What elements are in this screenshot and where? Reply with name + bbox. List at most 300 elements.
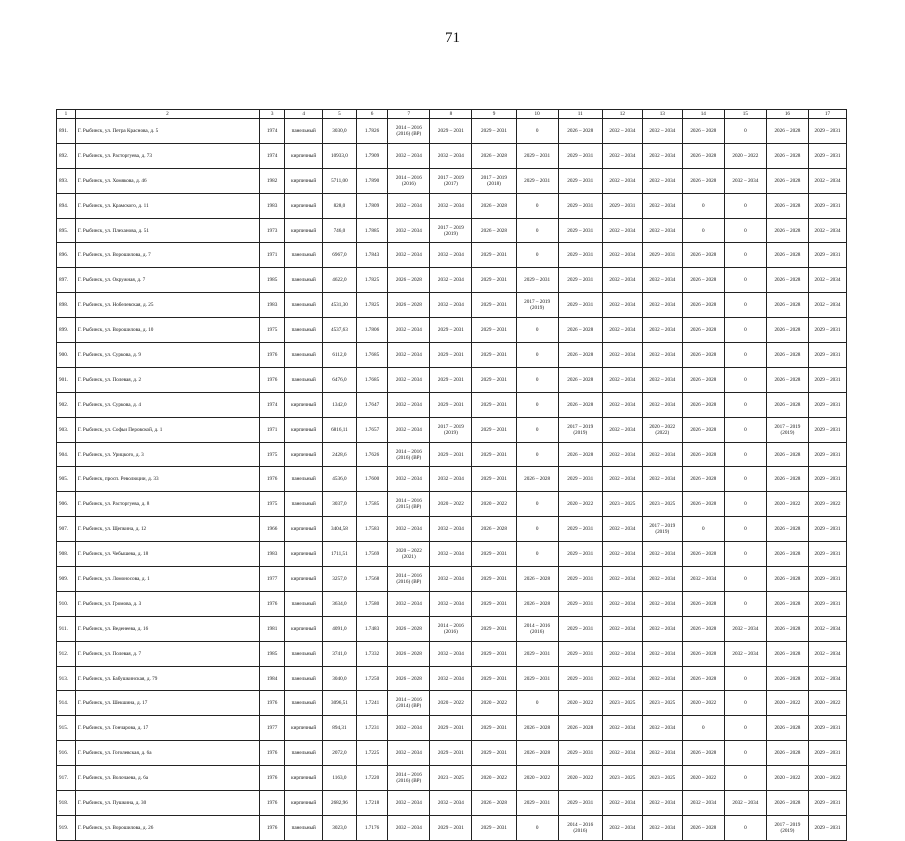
address-cell: Г. Рыбинск, ул. Хомякова, д. 46: [75, 168, 259, 193]
table-cell: 1976: [260, 367, 285, 392]
row-number-cell: 913.: [57, 666, 76, 691]
table-cell: 2023 – 2025: [642, 492, 682, 517]
table-cell: 0: [724, 119, 766, 144]
table-row: [57, 591, 847, 616]
row-number-cell: 893.: [57, 168, 76, 193]
table-cell: панельный: [285, 243, 323, 268]
table-cell: 0: [516, 442, 558, 467]
table-cell: 0: [724, 293, 766, 318]
table-cell: 2020 – 2022: [682, 766, 724, 791]
table-cell: 2026 – 2028: [472, 143, 516, 168]
row-number-cell: 916.: [57, 741, 76, 766]
table-cell: 0: [724, 691, 766, 716]
table-cell: 2029 – 2031: [808, 193, 846, 218]
table-cell: 2026 – 2028: [766, 616, 808, 641]
row-number-cell: 919.: [57, 815, 76, 840]
column-header: 11: [558, 110, 602, 119]
table-cell: 6476,0: [323, 367, 357, 392]
table-cell: 2026 – 2028: [766, 442, 808, 467]
table-cell: 1.7890: [356, 168, 388, 193]
table-cell: 2020 – 2022: [724, 143, 766, 168]
row-number-cell: 911.: [57, 616, 76, 641]
table-cell: 2014 – 2016 (2014) (ВР): [388, 691, 430, 716]
table-row: [57, 492, 847, 517]
table-cell: 1983: [260, 293, 285, 318]
table-cell: 2032 – 2034: [642, 442, 682, 467]
table-cell: 2029 – 2031: [558, 168, 602, 193]
table-cell: 2032 – 2034: [642, 467, 682, 492]
table-cell: 2029 – 2031: [472, 641, 516, 666]
row-number-cell: 902.: [57, 392, 76, 417]
table-cell: 2032 – 2034: [724, 616, 766, 641]
table-cell: 1976: [260, 467, 285, 492]
table-row: [57, 567, 847, 592]
column-header: 14: [682, 110, 724, 119]
table-cell: 2026 – 2028: [682, 268, 724, 293]
table-cell: 2032 – 2034: [388, 716, 430, 741]
table-cell: 894,31: [323, 716, 357, 741]
table-cell: 1974: [260, 392, 285, 417]
table-cell: 2032 – 2034: [602, 467, 642, 492]
table-cell: 2026 – 2028: [766, 318, 808, 343]
table-cell: 0: [724, 542, 766, 567]
table-cell: 2032 – 2034: [388, 517, 430, 542]
table-cell: 0: [516, 542, 558, 567]
table-cell: 2032 – 2034: [602, 243, 642, 268]
table-cell: 2029 – 2031: [472, 567, 516, 592]
column-header: 6: [356, 110, 388, 119]
table-cell: 2026 – 2028: [766, 716, 808, 741]
table-cell: 2032 – 2034: [388, 791, 430, 816]
table-cell: 2026 – 2028: [682, 119, 724, 144]
table-cell: 2029 – 2031: [516, 168, 558, 193]
table-cell: 2029 – 2031: [808, 343, 846, 368]
table-cell: 2026 – 2028: [558, 318, 602, 343]
table-row: [57, 392, 847, 417]
table-cell: 2026 – 2028: [766, 542, 808, 567]
table-cell: 4091,0: [323, 616, 357, 641]
table-row: [57, 268, 847, 293]
table-cell: 1985: [260, 641, 285, 666]
table-cell: 2029 – 2031: [472, 417, 516, 442]
table-cell: 3257,0: [323, 567, 357, 592]
table-cell: кирпичный: [285, 567, 323, 592]
table-cell: 2032 – 2034: [642, 791, 682, 816]
row-number-cell: 894.: [57, 193, 76, 218]
table-cell: 3634,0: [323, 591, 357, 616]
table-cell: 2428,6: [323, 442, 357, 467]
table-cell: 2029 – 2022: [808, 492, 846, 517]
table-cell: 0: [516, 343, 558, 368]
table-cell: 2032 – 2034: [642, 367, 682, 392]
table-row: [57, 143, 847, 168]
table-cell: 2029 – 2031: [808, 417, 846, 442]
table-cell: 2014 – 2016 (2016): [558, 815, 602, 840]
table-cell: 2014 – 2016 (2016) (ВР): [388, 766, 430, 791]
table-cell: 0: [724, 716, 766, 741]
housing-repair-schedule-table: [56, 109, 847, 841]
table-cell: 2020 – 2022: [472, 492, 516, 517]
table-cell: 2029 – 2031: [558, 791, 602, 816]
row-number-cell: 892.: [57, 143, 76, 168]
column-header: 8: [430, 110, 472, 119]
table-cell: 2026 – 2028: [766, 293, 808, 318]
table-cell: 2032 – 2034: [808, 641, 846, 666]
table-cell: 2026 – 2028: [682, 591, 724, 616]
table-cell: 2017 – 2019 (2019): [516, 293, 558, 318]
table-cell: 4537,63: [323, 318, 357, 343]
table-cell: 2029 – 2031: [472, 741, 516, 766]
table-cell: 2029 – 2031: [516, 641, 558, 666]
table-cell: 2032 – 2034: [388, 343, 430, 368]
table-cell: 0: [516, 218, 558, 243]
table-row: [57, 367, 847, 392]
table-cell: 2032 – 2034: [430, 791, 472, 816]
table-cell: 2029 – 2031: [516, 268, 558, 293]
table-row: [57, 542, 847, 567]
table-cell: 0: [682, 716, 724, 741]
table-cell: 1983: [260, 193, 285, 218]
row-number-cell: 895.: [57, 218, 76, 243]
table-cell: 2029 – 2031: [808, 392, 846, 417]
table-cell: 2029 – 2031: [558, 641, 602, 666]
table-cell: 0: [724, 591, 766, 616]
table-cell: 2032 – 2034: [430, 243, 472, 268]
table-cell: 2032 – 2034: [430, 517, 472, 542]
table-cell: 2032 – 2034: [430, 567, 472, 592]
table-cell: 2026 – 2028: [766, 791, 808, 816]
table-cell: кирпичный: [285, 517, 323, 542]
table-cell: 6967,0: [323, 243, 357, 268]
table-cell: 2026 – 2028: [682, 168, 724, 193]
table-cell: 2032 – 2034: [642, 666, 682, 691]
table-cell: 0: [724, 243, 766, 268]
table-cell: 2032 – 2034: [602, 392, 642, 417]
table-cell: 2032 – 2034: [724, 791, 766, 816]
table-cell: 2032 – 2034: [388, 318, 430, 343]
table-row: [57, 343, 847, 368]
table-cell: 0: [516, 119, 558, 144]
table-cell: 746,0: [323, 218, 357, 243]
column-header: 13: [642, 110, 682, 119]
table-cell: 2026 – 2028: [472, 193, 516, 218]
table-row: [57, 168, 847, 193]
table-cell: 2026 – 2028: [766, 567, 808, 592]
table-cell: 2017 – 2019 (2019): [766, 815, 808, 840]
table-cell: 1976: [260, 591, 285, 616]
table-cell: 1971: [260, 417, 285, 442]
table-cell: 2020 – 2022: [472, 766, 516, 791]
table-cell: 2029 – 2031: [558, 567, 602, 592]
table-cell: 2029 – 2031: [808, 741, 846, 766]
table-cell: 2032 – 2034: [388, 243, 430, 268]
table-cell: 1.7241: [356, 691, 388, 716]
table-cell: 2026 – 2028: [558, 716, 602, 741]
column-header: 5: [323, 110, 357, 119]
table-cell: 2026 – 2028: [388, 666, 430, 691]
table-cell: 2029 – 2031: [430, 741, 472, 766]
table-cell: панельный: [285, 343, 323, 368]
table-cell: 2014 – 2016 (2016) (ВР): [388, 442, 430, 467]
column-header: 17: [808, 110, 846, 119]
table-cell: 2029 – 2031: [558, 591, 602, 616]
table-cell: 2026 – 2028: [766, 168, 808, 193]
table-cell: 2023 – 2025: [642, 691, 682, 716]
table-cell: 0: [724, 392, 766, 417]
table-cell: 2032 – 2034: [602, 168, 642, 193]
table-cell: 1.7909: [356, 143, 388, 168]
table-cell: 1.7843: [356, 243, 388, 268]
table-row: [57, 293, 847, 318]
row-number-cell: 891.: [57, 119, 76, 144]
table-cell: 2026 – 2028: [766, 143, 808, 168]
table-cell: 2032 – 2034: [430, 143, 472, 168]
table-cell: 1973: [260, 218, 285, 243]
table-cell: 2029 – 2031: [472, 318, 516, 343]
table-cell: 2029 – 2031: [808, 367, 846, 392]
table-cell: 2029 – 2031: [602, 193, 642, 218]
table-cell: 2026 – 2028: [766, 392, 808, 417]
column-number-header-row: [57, 110, 847, 119]
table-cell: 3096,51: [323, 691, 357, 716]
table-cell: 1983: [260, 542, 285, 567]
table-cell: 3037,0: [323, 492, 357, 517]
table-cell: 2032 – 2034: [642, 542, 682, 567]
address-cell: Г. Рыбинск, ул. Крамского, д. 11: [75, 193, 259, 218]
table-cell: 2029 – 2031: [808, 591, 846, 616]
table-cell: 2032 – 2034: [388, 467, 430, 492]
table-cell: 0: [516, 193, 558, 218]
table-cell: 2032 – 2034: [602, 218, 642, 243]
table-cell: 2026 – 2028: [682, 666, 724, 691]
table-cell: 1.7218: [356, 791, 388, 816]
table-cell: кирпичный: [285, 417, 323, 442]
address-cell: Г. Рыбинск, ул. Софьи Перовской, д. 1: [75, 417, 259, 442]
address-cell: Г. Рыбинск, ул. Гоголевская, д. 6а: [75, 741, 259, 766]
table-cell: 0: [724, 318, 766, 343]
table-cell: 2029 – 2031: [472, 293, 516, 318]
table-cell: 2032 – 2034: [808, 218, 846, 243]
table-cell: 2032 – 2034: [642, 218, 682, 243]
table-cell: 2032 – 2034: [642, 119, 682, 144]
table-cell: 1163,0: [323, 766, 357, 791]
table-cell: 2029 – 2031: [558, 616, 602, 641]
table-cell: 2029 – 2031: [516, 143, 558, 168]
table-cell: 2032 – 2034: [388, 741, 430, 766]
table-cell: 2026 – 2028: [558, 119, 602, 144]
address-cell: Г. Рыбинск, просп. Революции, д. 33: [75, 467, 259, 492]
table-cell: 2032 – 2034: [388, 417, 430, 442]
table-cell: 1711,51: [323, 542, 357, 567]
table-cell: панельный: [285, 815, 323, 840]
table-cell: 2026 – 2028: [766, 243, 808, 268]
table-cell: 2020 – 2022: [558, 492, 602, 517]
row-number-cell: 900.: [57, 343, 76, 368]
row-number-cell: 915.: [57, 716, 76, 741]
table-cell: 1.7220: [356, 766, 388, 791]
row-number-cell: 898.: [57, 293, 76, 318]
table-row: [57, 467, 847, 492]
table-cell: 2032 – 2034: [724, 641, 766, 666]
column-header: 12: [602, 110, 642, 119]
address-cell: Г. Рыбинск, ул. Плеханова, д. 51: [75, 218, 259, 243]
table-cell: панельный: [285, 492, 323, 517]
table-cell: 2026 – 2028: [388, 293, 430, 318]
table-cell: панельный: [285, 467, 323, 492]
address-cell: Г. Рыбинск, ул. Чебышева, д. 18: [75, 542, 259, 567]
table-cell: 2017 – 2019 (2019): [430, 218, 472, 243]
row-number-cell: 901.: [57, 367, 76, 392]
table-cell: 0: [682, 517, 724, 542]
table-cell: 2032 – 2034: [388, 143, 430, 168]
table-row: [57, 218, 847, 243]
table-cell: 2032 – 2034: [602, 442, 642, 467]
table-cell: 2029 – 2031: [808, 716, 846, 741]
table-cell: 0: [516, 492, 558, 517]
table-cell: 2020 – 2022: [766, 766, 808, 791]
table-cell: 2026 – 2028: [682, 343, 724, 368]
table-cell: 2032 – 2034: [642, 318, 682, 343]
table-cell: 2026 – 2028: [516, 741, 558, 766]
table-row: [57, 641, 847, 666]
table-cell: 2026 – 2028: [682, 815, 724, 840]
table-cell: 0: [516, 318, 558, 343]
table-cell: 828,0: [323, 193, 357, 218]
table-cell: 0: [724, 367, 766, 392]
table-cell: 2026 – 2028: [766, 218, 808, 243]
table-cell: 1.7885: [356, 218, 388, 243]
address-cell: Г. Рыбинск, ул. Веденеева, д. 16: [75, 616, 259, 641]
table-cell: 2029 – 2031: [558, 193, 602, 218]
table-cell: 0: [516, 367, 558, 392]
table-cell: 2032 – 2034: [808, 268, 846, 293]
table-cell: 2072,0: [323, 741, 357, 766]
table-cell: 2032 – 2034: [642, 143, 682, 168]
table-cell: 2032 – 2034: [602, 343, 642, 368]
table-cell: 2029 – 2031: [558, 268, 602, 293]
table-cell: 1975: [260, 492, 285, 517]
table-cell: 10933,0: [323, 143, 357, 168]
column-header: 15: [724, 110, 766, 119]
column-header: 2: [75, 110, 259, 119]
table-cell: 3030,0: [323, 119, 357, 144]
table-cell: 0: [516, 417, 558, 442]
table-cell: панельный: [285, 641, 323, 666]
table-cell: 1971: [260, 243, 285, 268]
table-cell: 2029 – 2031: [558, 517, 602, 542]
table-cell: 2032 – 2034: [388, 591, 430, 616]
table-cell: 2029 – 2031: [430, 392, 472, 417]
table-cell: 2682,96: [323, 791, 357, 816]
table-cell: 1976: [260, 343, 285, 368]
table-cell: 1966: [260, 517, 285, 542]
address-cell: Г. Рыбинск, ул. Полевая, д. 2: [75, 367, 259, 392]
table-cell: 2026 – 2028: [682, 741, 724, 766]
column-header: 10: [516, 110, 558, 119]
address-cell: Г. Рыбинск, ул. Нобелевская, д. 25: [75, 293, 259, 318]
table-cell: 2026 – 2028: [766, 193, 808, 218]
column-header: 1: [57, 110, 76, 119]
table-cell: 2026 – 2028: [682, 318, 724, 343]
table-row: [57, 716, 847, 741]
table-cell: 0: [724, 193, 766, 218]
table-cell: 2020 – 2022: [472, 691, 516, 716]
table-cell: 2020 – 2022: [766, 492, 808, 517]
table-cell: 1975: [260, 318, 285, 343]
table-cell: 2032 – 2034: [808, 666, 846, 691]
table-cell: 2029 – 2031: [472, 616, 516, 641]
table-cell: 2026 – 2028: [472, 517, 516, 542]
table-cell: 2026 – 2028: [766, 343, 808, 368]
table-cell: 2032 – 2034: [642, 616, 682, 641]
address-cell: Г. Рыбинск, ул. Урицкого, д. 3: [75, 442, 259, 467]
table-cell: 2026 – 2028: [472, 791, 516, 816]
table-cell: 2032 – 2034: [430, 467, 472, 492]
table-cell: 2029 – 2031: [430, 442, 472, 467]
table-cell: 2026 – 2028: [682, 143, 724, 168]
table-cell: 2032 – 2034: [682, 567, 724, 592]
table-cell: 1977: [260, 567, 285, 592]
table-cell: 1981: [260, 616, 285, 641]
table-cell: 2029 – 2031: [558, 741, 602, 766]
table-cell: 0: [516, 691, 558, 716]
table-cell: 2020 – 2022 (2022): [642, 417, 682, 442]
table-cell: 2026 – 2028: [516, 567, 558, 592]
table-row: [57, 243, 847, 268]
table-cell: 2023 – 2025: [642, 766, 682, 791]
table-cell: 2029 – 2031: [808, 517, 846, 542]
table-cell: 3741,0: [323, 641, 357, 666]
table-cell: 2032 – 2034: [642, 567, 682, 592]
table-cell: 2023 – 2025: [602, 766, 642, 791]
table-cell: 0: [516, 517, 558, 542]
table-cell: 0: [724, 343, 766, 368]
table-cell: 2017 – 2019 (2019): [766, 417, 808, 442]
table-cell: 2032 – 2034: [602, 641, 642, 666]
table-cell: 1.7580: [356, 591, 388, 616]
table-cell: 2029 – 2031: [472, 367, 516, 392]
table-cell: 2032 – 2034: [602, 143, 642, 168]
table-cell: 2020 – 2022 (2021): [388, 542, 430, 567]
table-cell: 1.7685: [356, 343, 388, 368]
table-cell: 1342,0: [323, 392, 357, 417]
table-cell: 2032 – 2034: [642, 716, 682, 741]
table-row: [57, 318, 847, 343]
table-cell: 2014 – 2016 (2016): [430, 616, 472, 641]
table-cell: 2020 – 2022: [558, 766, 602, 791]
table-cell: 2020 – 2022: [558, 691, 602, 716]
table-cell: 2029 – 2031: [558, 666, 602, 691]
address-cell: Г. Рыбинск, ул. Пушкина, д. 30: [75, 791, 259, 816]
table-cell: 2029 – 2031: [430, 367, 472, 392]
table-cell: 0: [724, 815, 766, 840]
row-number-cell: 906.: [57, 492, 76, 517]
table-cell: панельный: [285, 119, 323, 144]
table-cell: 2032 – 2034: [430, 193, 472, 218]
table-cell: 2032 – 2034: [642, 815, 682, 840]
row-number-cell: 912.: [57, 641, 76, 666]
table-cell: 4536,0: [323, 467, 357, 492]
address-cell: Г. Рыбинск, ул. Шекшина, д. 17: [75, 691, 259, 716]
table-cell: 2023 – 2025: [602, 492, 642, 517]
table-cell: 1.7809: [356, 193, 388, 218]
row-number-cell: 918.: [57, 791, 76, 816]
table-cell: 2032 – 2034: [430, 293, 472, 318]
table-cell: 2029 – 2031: [808, 119, 846, 144]
table-cell: 2014 – 2016 (2015) (ВР): [388, 492, 430, 517]
table-cell: 2029 – 2031: [472, 542, 516, 567]
table-cell: 0: [682, 193, 724, 218]
